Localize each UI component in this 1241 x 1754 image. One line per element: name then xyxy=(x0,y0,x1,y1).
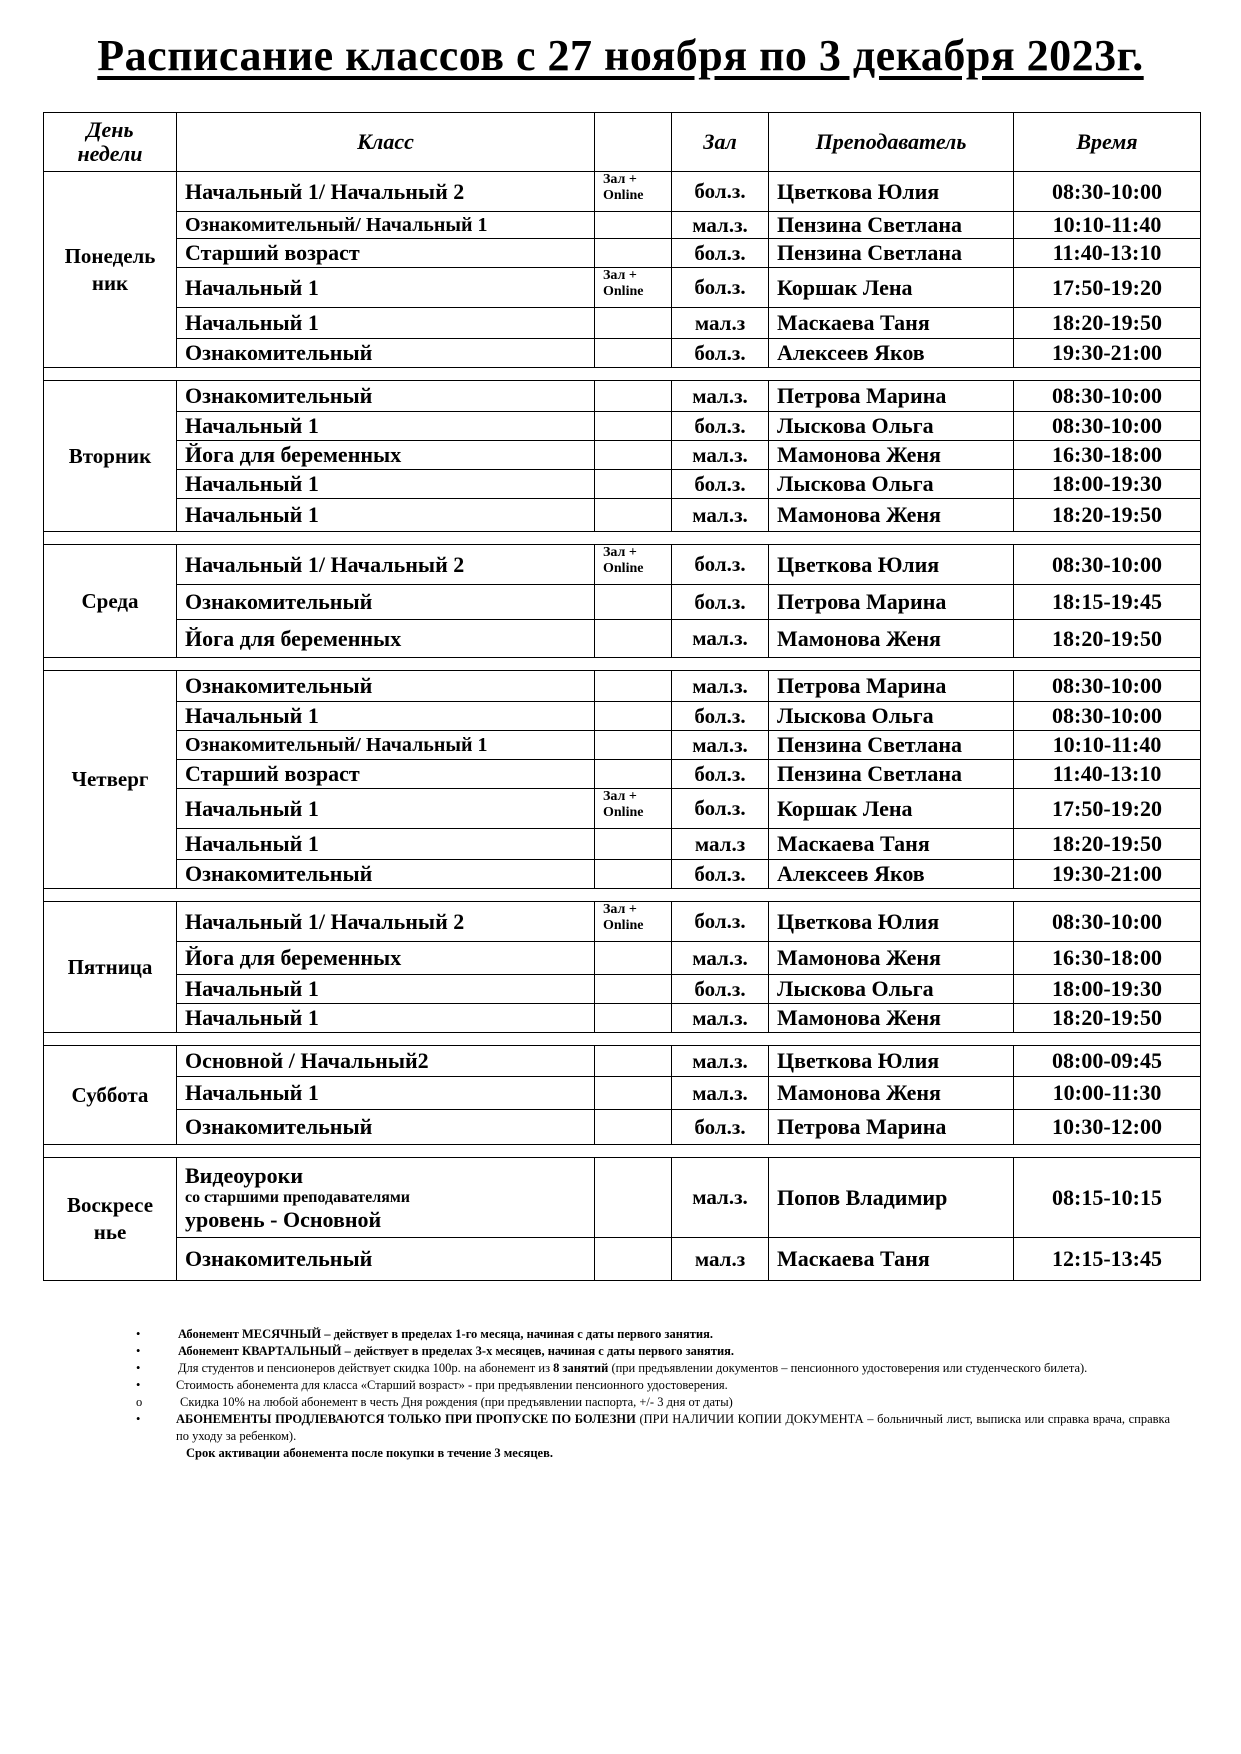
teacher-name: Попов Владимир xyxy=(769,1158,1014,1238)
note-text: Абонемент КВАРТАЛЬНЫЙ – действует в пределах 3-х месяцев, начиная с даты первого занятия. xyxy=(178,1344,735,1358)
class-time: 11:40-13:10 xyxy=(1014,239,1201,268)
class-name: Начальный 1 xyxy=(177,702,595,731)
mode-label xyxy=(595,829,672,860)
class-name: Йога для беременных xyxy=(177,942,595,975)
hall-name: бол.з. xyxy=(672,585,769,620)
mode-label xyxy=(595,339,672,368)
day-separator xyxy=(44,532,1201,545)
class-time: 18:20-19:50 xyxy=(1014,308,1201,339)
notes-list xyxy=(136,1326,1170,1462)
teacher-name: Петрова Марина xyxy=(769,585,1014,620)
hall-name: мал.з. xyxy=(672,1158,769,1238)
table-row xyxy=(44,671,1201,702)
class-name: Начальный 1 xyxy=(177,975,595,1004)
class-name: Начальный 1 xyxy=(177,470,595,499)
class-time: 18:20-19:50 xyxy=(1014,620,1201,658)
class-name: Ознакомительный xyxy=(177,585,595,620)
hall-name: мал.з xyxy=(672,829,769,860)
class-time: 16:30-18:00 xyxy=(1014,942,1201,975)
hall-name: мал.з. xyxy=(672,671,769,702)
class-time: 18:15-19:45 xyxy=(1014,585,1201,620)
mode-label: Зал + Online xyxy=(595,545,672,585)
mode-label: Зал + Online xyxy=(595,172,672,212)
mode-label xyxy=(595,702,672,731)
mode-label xyxy=(595,1046,672,1077)
hall-name: мал.з. xyxy=(672,942,769,975)
day-name: Вторник xyxy=(44,381,177,532)
header-time: Время xyxy=(1014,113,1201,172)
teacher-name: Пензина Светлана xyxy=(769,212,1014,239)
class-time: 17:50-19:20 xyxy=(1014,268,1201,308)
teacher-name: Коршак Лена xyxy=(769,789,1014,829)
teacher-name: Лыскова Ольга xyxy=(769,470,1014,499)
day-name: Воскресе нье xyxy=(44,1158,177,1281)
mode-label xyxy=(595,760,672,789)
separator-cell xyxy=(44,368,1201,381)
teacher-name: Петрова Марина xyxy=(769,671,1014,702)
teacher-name: Пензина Светлана xyxy=(769,731,1014,760)
teacher-name: Цветкова Юлия xyxy=(769,545,1014,585)
table-row xyxy=(44,829,1201,860)
table-row xyxy=(44,212,1201,239)
class-name: Начальный 1 xyxy=(177,1077,595,1110)
teacher-name: Маскаева Таня xyxy=(769,1238,1014,1281)
class-name: Ознакомительный/ Начальный 1 xyxy=(177,212,595,239)
separator-cell xyxy=(44,658,1201,671)
teacher-name: Пензина Светлана xyxy=(769,760,1014,789)
day-separator xyxy=(44,889,1201,902)
class-time: 18:00-19:30 xyxy=(1014,470,1201,499)
class-name: Старший возраст xyxy=(177,239,595,268)
page-title: Расписание классов с 27 ноября по 3 декабря 2023г. xyxy=(97,31,1144,80)
mode-label xyxy=(595,239,672,268)
note-item xyxy=(136,1377,1170,1394)
mode-label xyxy=(595,441,672,470)
table-row xyxy=(44,470,1201,499)
day-name: Пятница xyxy=(44,902,177,1033)
class-name: Йога для беременных xyxy=(177,620,595,658)
class-time: 19:30-21:00 xyxy=(1014,860,1201,889)
note-text-bold: 8 занятий xyxy=(553,1361,609,1375)
hall-name: мал.з. xyxy=(672,1046,769,1077)
day-name: Среда xyxy=(44,545,177,658)
mode-label xyxy=(595,470,672,499)
mode-label xyxy=(595,1004,672,1033)
hall-name: бол.з. xyxy=(672,545,769,585)
bullet-icon: • xyxy=(136,1378,141,1392)
class-name-cell xyxy=(177,1158,595,1238)
note-text-part: Для студентов и пенсионеров действует скидка 100р. на абонемент из xyxy=(178,1361,554,1375)
note-item xyxy=(136,1394,1170,1411)
class-name: Начальный 1 xyxy=(177,829,595,860)
header-row xyxy=(44,113,1201,172)
mode-label xyxy=(595,975,672,1004)
class-time: 08:30-10:00 xyxy=(1014,671,1201,702)
day-separator xyxy=(44,1145,1201,1158)
class-name: Ознакомительный/ Начальный 1 xyxy=(177,731,595,760)
teacher-name: Лыскова Ольга xyxy=(769,702,1014,731)
bullet-icon: • xyxy=(136,1361,141,1375)
class-time: 11:40-13:10 xyxy=(1014,760,1201,789)
teacher-name: Мамонова Женя xyxy=(769,942,1014,975)
class-name: Начальный 1 xyxy=(177,308,595,339)
teacher-name: Мамонова Женя xyxy=(769,1077,1014,1110)
separator-cell xyxy=(44,1033,1201,1046)
mode-label xyxy=(595,731,672,760)
mode-label xyxy=(595,381,672,412)
mode-label xyxy=(595,1110,672,1145)
class-time: 10:00-11:30 xyxy=(1014,1077,1201,1110)
note-item xyxy=(148,1445,1170,1462)
note-item xyxy=(136,1411,1170,1445)
class-time: 08:30-10:00 xyxy=(1014,412,1201,441)
table-row xyxy=(44,1004,1201,1033)
teacher-name: Мамонова Женя xyxy=(769,1004,1014,1033)
hall-name: бол.з. xyxy=(672,172,769,212)
hall-name: мал.з xyxy=(672,1238,769,1281)
header-class: Класс xyxy=(177,113,595,172)
class-time: 10:30-12:00 xyxy=(1014,1110,1201,1145)
note-text-part: (ПРИ НАЛИЧИИ КОПИИ ДОКУМЕНТА – больничный лист, выписка или справка врача, справка по уходу за ребенком). xyxy=(176,1412,1170,1443)
mode-label xyxy=(595,620,672,658)
header-hall: Зал xyxy=(672,113,769,172)
class-time: 19:30-21:00 xyxy=(1014,339,1201,368)
mode-label xyxy=(595,499,672,532)
bullet-icon: o xyxy=(136,1395,143,1409)
teacher-name: Мамонова Женя xyxy=(769,441,1014,470)
hall-name: мал.з. xyxy=(672,1077,769,1110)
schedule-table xyxy=(43,112,1201,1281)
class-name: Начальный 1/ Начальный 2 xyxy=(177,172,595,212)
mode-label xyxy=(595,308,672,339)
teacher-name: Маскаева Таня xyxy=(769,308,1014,339)
teacher-name: Лыскова Ольга xyxy=(769,975,1014,1004)
mode-label xyxy=(595,671,672,702)
table-row xyxy=(44,942,1201,975)
table-row xyxy=(44,1046,1201,1077)
teacher-name: Цветкова Юлия xyxy=(769,172,1014,212)
teacher-name: Алексеев Яков xyxy=(769,339,1014,368)
class-time: 08:30-10:00 xyxy=(1014,381,1201,412)
separator-cell xyxy=(44,1145,1201,1158)
class-time: 08:15-10:15 xyxy=(1014,1158,1201,1238)
class-name: Начальный 1 xyxy=(177,268,595,308)
schedule-body xyxy=(44,113,1201,1281)
mode-label xyxy=(595,585,672,620)
mode-label xyxy=(595,1077,672,1110)
table-row xyxy=(44,902,1201,942)
teacher-name: Маскаева Таня xyxy=(769,829,1014,860)
hall-name: мал.з. xyxy=(672,212,769,239)
class-name: Начальный 1 xyxy=(177,789,595,829)
header-mode xyxy=(595,113,672,172)
class-time: 08:30-10:00 xyxy=(1014,902,1201,942)
mode-label xyxy=(595,942,672,975)
class-time: 08:30-10:00 xyxy=(1014,545,1201,585)
table-row xyxy=(44,760,1201,789)
table-row xyxy=(44,585,1201,620)
bullet-icon: • xyxy=(136,1327,141,1341)
hall-name: бол.з. xyxy=(672,239,769,268)
mode-label xyxy=(595,1238,672,1281)
table-row xyxy=(44,412,1201,441)
note-item xyxy=(136,1326,1170,1343)
class-time: 16:30-18:00 xyxy=(1014,441,1201,470)
day-separator xyxy=(44,658,1201,671)
note-text-bold: АБОНЕМЕНТЫ ПРОДЛЕВАЮТСЯ ТОЛЬКО ПРИ ПРОПУСКЕ ПО БОЛЕЗНИ xyxy=(176,1412,636,1426)
mode-label xyxy=(595,212,672,239)
class-name: Основной / Начальный2 xyxy=(177,1046,595,1077)
class-name: Ознакомительный xyxy=(177,860,595,889)
header-teacher: Преподаватель xyxy=(769,113,1014,172)
class-time: 12:15-13:45 xyxy=(1014,1238,1201,1281)
class-time: 18:20-19:50 xyxy=(1014,1004,1201,1033)
table-row xyxy=(44,789,1201,829)
hall-name: бол.з. xyxy=(672,760,769,789)
table-row xyxy=(44,975,1201,1004)
hall-name: мал.з. xyxy=(672,381,769,412)
class-name: Ознакомительный xyxy=(177,381,595,412)
class-name: Йога для беременных xyxy=(177,441,595,470)
hall-name: бол.з. xyxy=(672,860,769,889)
table-row xyxy=(44,441,1201,470)
hall-name: бол.з. xyxy=(672,412,769,441)
hall-name: мал.з. xyxy=(672,620,769,658)
class-name: Ознакомительный xyxy=(177,1238,595,1281)
hall-name: бол.з. xyxy=(672,702,769,731)
mode-label xyxy=(595,412,672,441)
teacher-name: Петрова Марина xyxy=(769,381,1014,412)
day-name: Суббота xyxy=(44,1046,177,1145)
class-name-line: со старшими преподавателями xyxy=(185,1188,411,1206)
class-name-line: Видеоуроки xyxy=(185,1162,303,1188)
hall-name: мал.з. xyxy=(672,1004,769,1033)
separator-cell xyxy=(44,532,1201,545)
table-row xyxy=(44,1238,1201,1281)
table-row xyxy=(44,239,1201,268)
table-row xyxy=(44,339,1201,368)
table-row xyxy=(44,860,1201,889)
class-name: Начальный 1/ Начальный 2 xyxy=(177,902,595,942)
table-row xyxy=(44,1158,1201,1238)
teacher-name: Мамонова Женя xyxy=(769,499,1014,532)
note-text: Стоимость абонемента для класса «Старший возраст» - при предъявлении пенсионного удостоверения. xyxy=(176,1378,728,1392)
day-separator xyxy=(44,1033,1201,1046)
note-item xyxy=(136,1360,1170,1377)
bullet-icon: • xyxy=(136,1412,141,1426)
class-name-line: уровень - Основной xyxy=(185,1206,382,1232)
hall-name: мал.з. xyxy=(672,441,769,470)
class-time: 10:10-11:40 xyxy=(1014,212,1201,239)
hall-name: бол.з. xyxy=(672,268,769,308)
hall-name: мал.з. xyxy=(672,499,769,532)
hall-name: бол.з. xyxy=(672,902,769,942)
hall-name: бол.з. xyxy=(672,470,769,499)
class-time: 08:00-09:45 xyxy=(1014,1046,1201,1077)
mode-label xyxy=(595,1158,672,1238)
mode-label: Зал + Online xyxy=(595,789,672,829)
note-text xyxy=(148,1360,1170,1377)
class-time: 08:30-10:00 xyxy=(1014,172,1201,212)
class-name: Ознакомительный xyxy=(177,1110,595,1145)
class-name: Начальный 1 xyxy=(177,499,595,532)
table-row xyxy=(44,545,1201,585)
table-row xyxy=(44,268,1201,308)
class-time: 17:50-19:20 xyxy=(1014,789,1201,829)
class-name: Начальный 1 xyxy=(177,1004,595,1033)
table-row xyxy=(44,620,1201,658)
table-row xyxy=(44,702,1201,731)
hall-name: мал.з. xyxy=(672,731,769,760)
mode-label: Зал + Online xyxy=(595,902,672,942)
table-row xyxy=(44,1077,1201,1110)
note-text xyxy=(148,1411,1170,1445)
table-row xyxy=(44,381,1201,412)
table-row xyxy=(44,499,1201,532)
hall-name: бол.з. xyxy=(672,1110,769,1145)
bullet-icon: • xyxy=(136,1344,141,1358)
teacher-name: Мамонова Женя xyxy=(769,620,1014,658)
hall-name: бол.з. xyxy=(672,975,769,1004)
table-row xyxy=(44,308,1201,339)
day-name: Четверг xyxy=(44,671,177,889)
day-name: Понедель ник xyxy=(44,172,177,368)
class-time: 10:10-11:40 xyxy=(1014,731,1201,760)
hall-name: бол.з. xyxy=(672,339,769,368)
table-row xyxy=(44,172,1201,212)
day-separator xyxy=(44,368,1201,381)
class-name: Начальный 1 xyxy=(177,412,595,441)
note-item xyxy=(136,1343,1170,1360)
header-day: День недели xyxy=(44,113,177,172)
hall-name: мал.з xyxy=(672,308,769,339)
mode-label: Зал + Online xyxy=(595,268,672,308)
separator-cell xyxy=(44,889,1201,902)
table-row xyxy=(44,1110,1201,1145)
teacher-name: Лыскова Ольга xyxy=(769,412,1014,441)
class-name: Старший возраст xyxy=(177,760,595,789)
teacher-name: Цветкова Юлия xyxy=(769,902,1014,942)
table-row xyxy=(44,731,1201,760)
teacher-name: Петрова Марина xyxy=(769,1110,1014,1145)
teacher-name: Коршак Лена xyxy=(769,268,1014,308)
class-time: 08:30-10:00 xyxy=(1014,702,1201,731)
note-text: Срок активации абонемента после покупки в течение 3 месяцев. xyxy=(186,1446,553,1460)
teacher-name: Алексеев Яков xyxy=(769,860,1014,889)
note-text: Скидка 10% на любой абонемент в честь Дня рождения (при предъявлении паспорта, +/- 3 дня от даты) xyxy=(180,1395,733,1409)
note-text-part: (при предъявлении документов – пенсионного удостоверения или студенческого билета). xyxy=(608,1361,1088,1375)
hall-name: бол.з. xyxy=(672,789,769,829)
note-text: Абонемент МЕСЯЧНЫЙ – действует в пределах 1-го месяца, начиная с даты первого занятия. xyxy=(178,1327,713,1341)
class-name: Начальный 1/ Начальный 2 xyxy=(177,545,595,585)
teacher-name: Пензина Светлана xyxy=(769,239,1014,268)
class-time: 18:20-19:50 xyxy=(1014,499,1201,532)
class-time: 18:00-19:30 xyxy=(1014,975,1201,1004)
class-name: Ознакомительный xyxy=(177,339,595,368)
class-name: Ознакомительный xyxy=(177,671,595,702)
teacher-name: Цветкова Юлия xyxy=(769,1046,1014,1077)
mode-label xyxy=(595,860,672,889)
class-time: 18:20-19:50 xyxy=(1014,829,1201,860)
